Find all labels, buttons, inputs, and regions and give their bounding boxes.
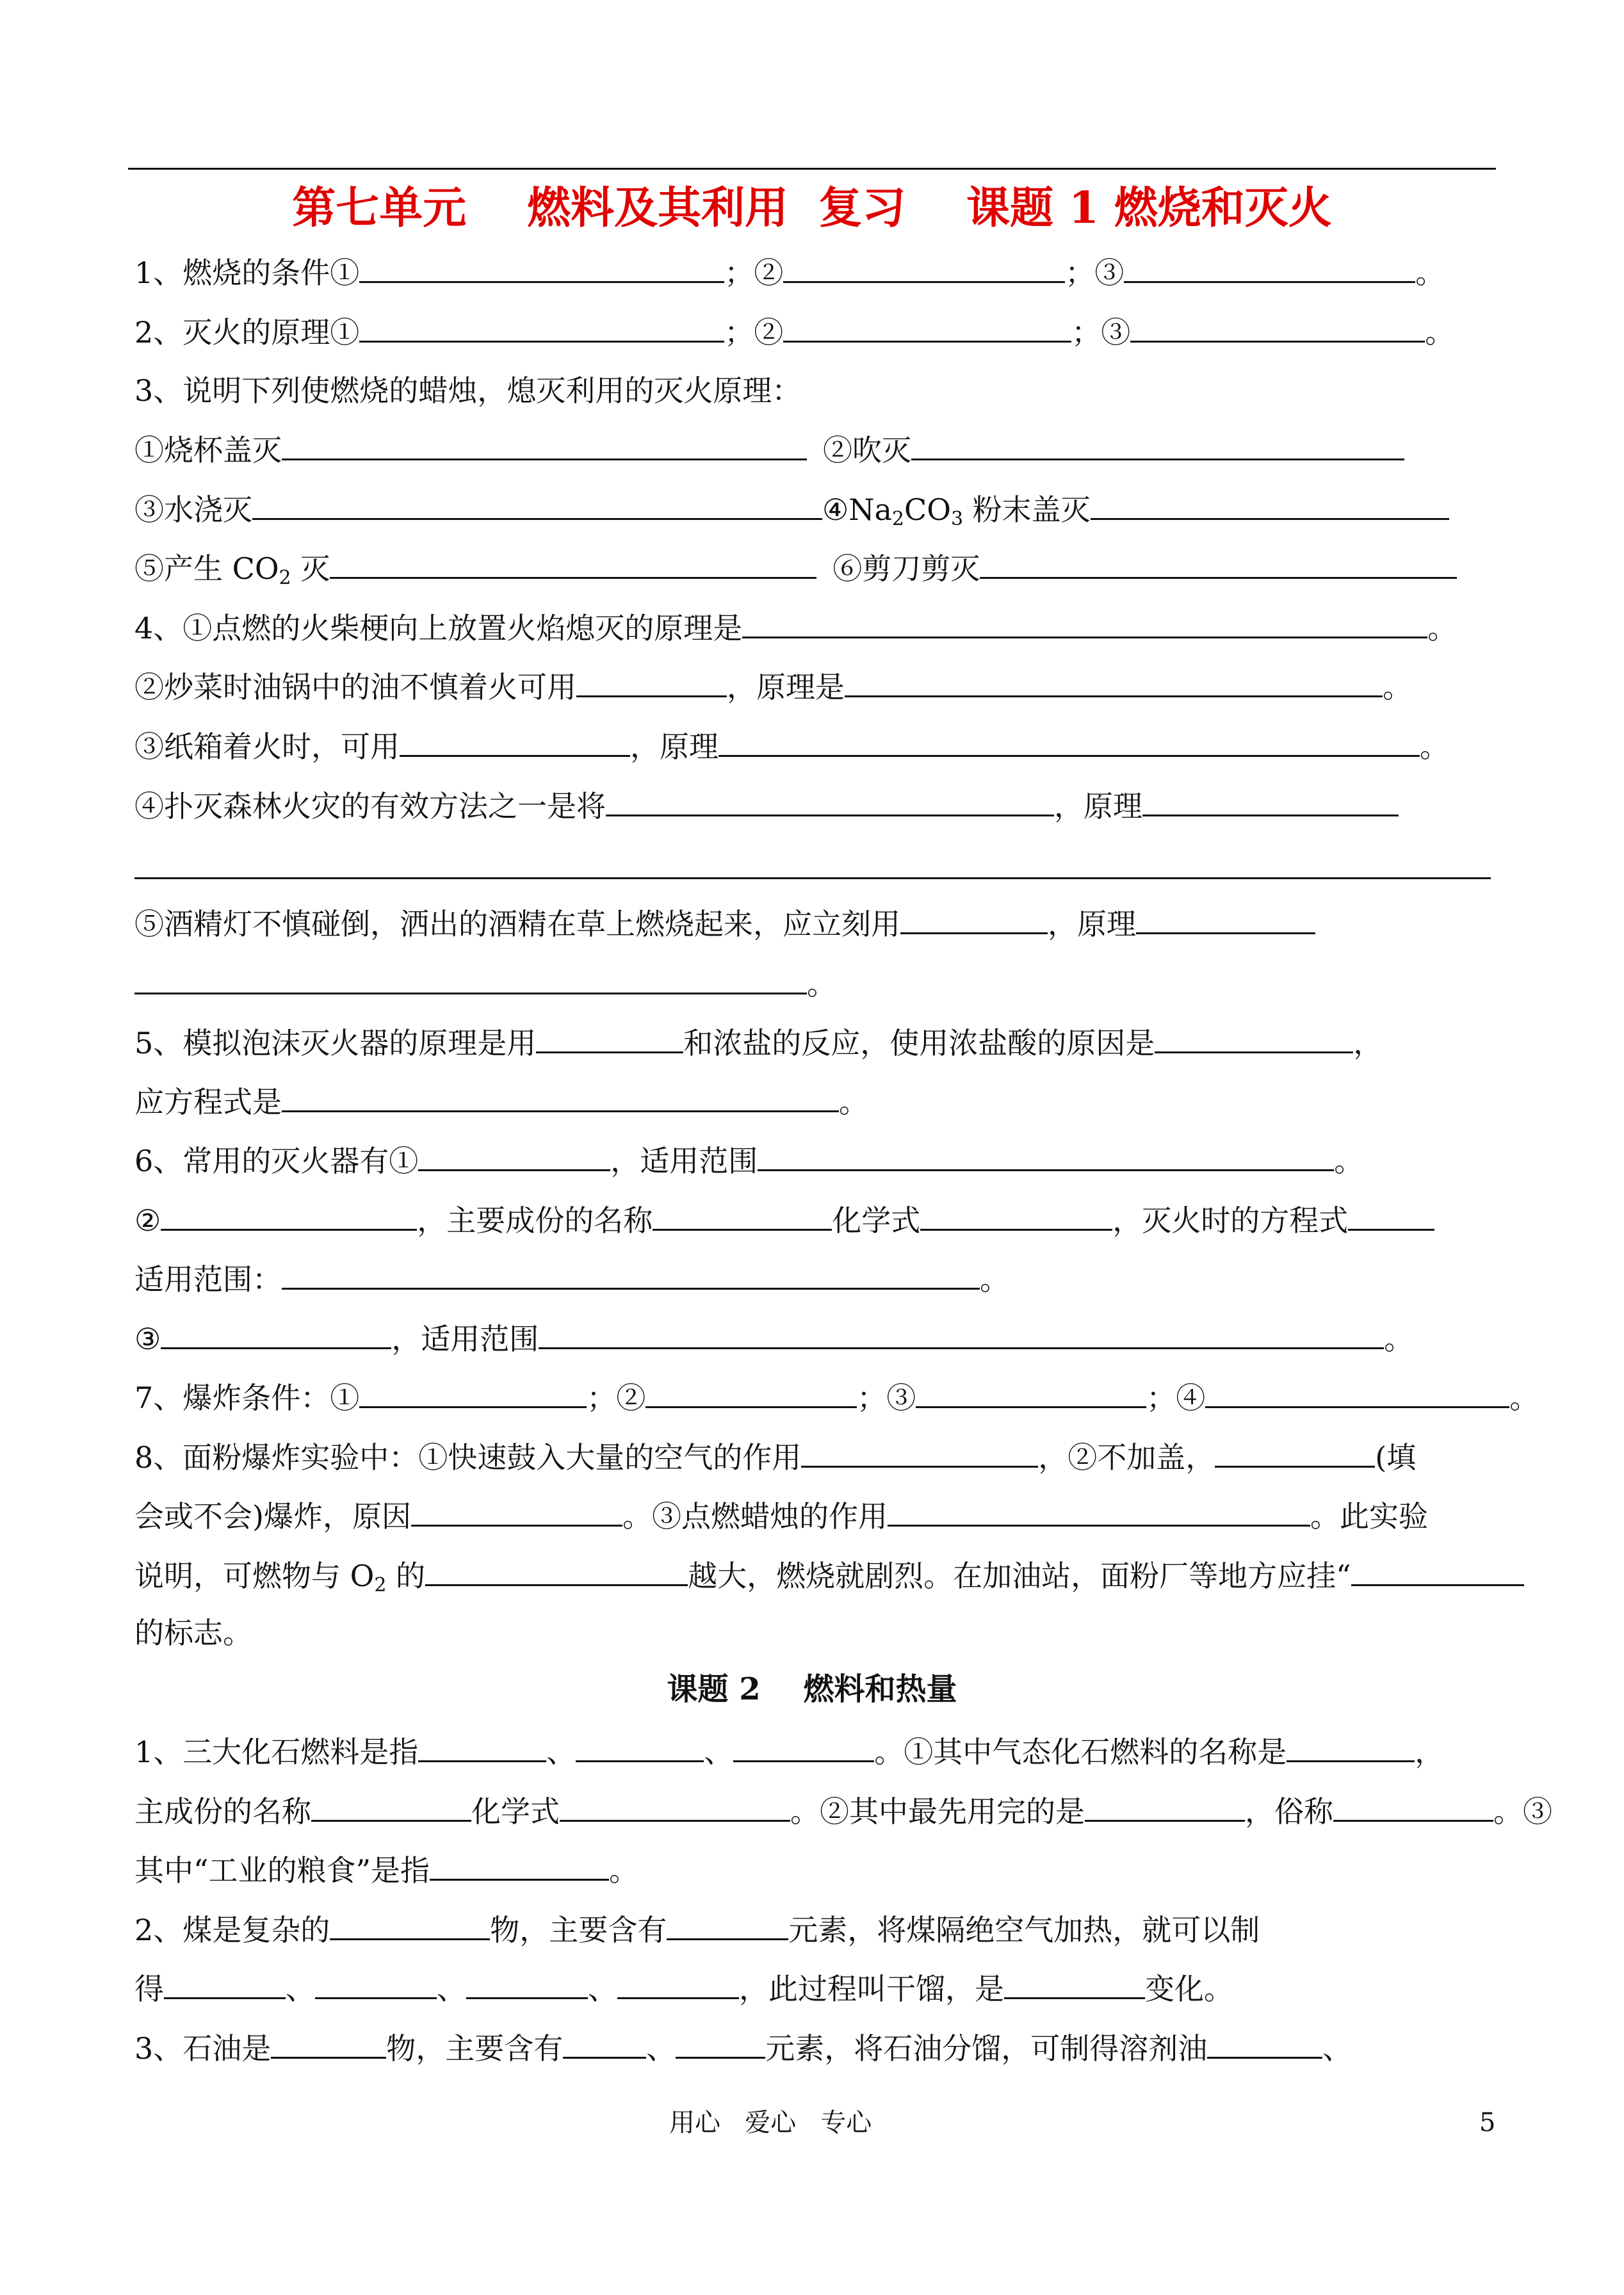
blank[interactable] (1215, 1438, 1375, 1468)
question-8-cont-2: 说明，可燃物与 $O_2$ 的 越大，燃烧就剧烈。在加油站，面粉厂等地方应挂“ (134, 1556, 1524, 1605)
blank[interactable] (1130, 312, 1425, 343)
s2-question-1: 1、三大化石燃料是指 、 、 。①其中气态化石燃料的名称是 ， (134, 1732, 1444, 1771)
blank[interactable] (1333, 1792, 1493, 1822)
question-3-row-1: ①烧杯盖灭 ②吹灭 (134, 430, 1404, 469)
blank[interactable] (282, 1260, 980, 1290)
blank[interactable] (1205, 1378, 1509, 1408)
question-4e-cont: 。 (134, 964, 836, 1003)
blank[interactable] (539, 1319, 1384, 1349)
s2-question-2-cont: 得 、 、 、 ，此过程叫干馏，是 变化。 (134, 1969, 1233, 2008)
blank[interactable] (536, 1023, 683, 1053)
question-3-row-3: ⑤产生 $CO_2$ 灭 ⑥剪刀剪灭 (134, 549, 1457, 597)
blank[interactable] (783, 253, 1065, 283)
blank[interactable] (980, 549, 1457, 579)
blank[interactable] (1136, 904, 1315, 934)
blank[interactable] (911, 430, 1404, 460)
question-8: 8、面粉爆炸实验中：①快速鼓入大量的空气的作用 ，②不加盖， (填 (134, 1438, 1416, 1477)
blank[interactable] (1142, 786, 1399, 816)
blank[interactable] (1348, 1201, 1434, 1231)
blank[interactable] (1207, 2029, 1322, 2059)
blank[interactable] (783, 312, 1071, 343)
blank[interactable] (418, 1732, 546, 1762)
question-7: 7、爆炸条件：① ；② ；③ ；④ 。 (134, 1378, 1539, 1417)
s2-question-1-cont-2: 其中“工业的粮食”是指 。 (134, 1851, 638, 1890)
question-8-cont-3: 的标志。 (134, 1616, 252, 1650)
s2-question-3: 3、石油是 物，主要含有 、 元素，将石油分馏，可制得溶剂油 、 (134, 2029, 1352, 2068)
blank[interactable] (282, 1082, 839, 1112)
blank[interactable] (1124, 253, 1415, 283)
question-4b: ②炒菜时油锅中的油不慎着火可用 ，原理是 。 (134, 667, 1412, 706)
blank[interactable] (411, 1496, 622, 1527)
blank[interactable] (330, 1910, 490, 1940)
question-4d: ④扑灭森林火灾的有效方法之一是将 ，原理 (134, 786, 1399, 825)
question-3-row-2: ③水浇灭 $④Na_2CO_3$ 粉末盖灭 (134, 490, 1449, 539)
question-6-3: ③ ，适用范围 。 (134, 1319, 1413, 1358)
blank[interactable] (653, 1201, 832, 1231)
question-6: 6、常用的灭火器有① ，适用范围 。 (134, 1141, 1363, 1180)
blank[interactable] (667, 1910, 788, 1940)
blank[interactable] (888, 1496, 1310, 1527)
blank[interactable] (359, 253, 724, 283)
blank[interactable] (1287, 1732, 1415, 1762)
blank[interactable] (271, 2029, 386, 2059)
question-4a: 4、①点燃的火柴梗向上放置火焰熄灭的原理是 。 (134, 608, 1457, 647)
blank[interactable] (1155, 1023, 1353, 1053)
s2-question-1-cont: 主成份的名称 化学式 。②其中最先用完的是 ，俗称 。③ (134, 1792, 1552, 1831)
blank[interactable] (576, 667, 727, 697)
blank[interactable] (1091, 490, 1449, 520)
blank[interactable] (676, 2029, 765, 2059)
blank[interactable] (900, 904, 1048, 934)
blank[interactable] (617, 1969, 739, 1999)
blank[interactable] (400, 727, 630, 757)
blank[interactable] (576, 1732, 704, 1762)
blank[interactable] (418, 1141, 610, 1171)
question-1: 1、燃烧的条件① ；② ；③ 。 (134, 253, 1445, 292)
blank[interactable] (916, 1378, 1146, 1408)
blank[interactable] (161, 1319, 391, 1349)
blank[interactable] (606, 786, 1054, 816)
blank[interactable] (330, 549, 816, 579)
blank[interactable] (359, 312, 724, 343)
blank[interactable] (758, 1141, 1334, 1171)
question-6-2: ② ，主要成份的名称 化学式 ，灭火时的方程式 (134, 1201, 1434, 1240)
blank[interactable] (161, 1201, 417, 1231)
page-title: 第七单元 燃料及其利用 复习 课题 1 燃烧和灭火 (292, 182, 1332, 234)
blank[interactable] (425, 1556, 688, 1586)
blank[interactable] (563, 2029, 646, 2059)
blank[interactable] (315, 1969, 437, 1999)
question-2: 2、灭火的原理① ；② ；③ 。 (134, 312, 1454, 352)
blank[interactable] (733, 1732, 874, 1762)
question-5: 5、模拟泡沫灭火器的原理是用 和浓盐的反应，使用浓盐酸的原因是 ， (134, 1023, 1383, 1062)
blank[interactable] (1351, 1556, 1524, 1586)
footer-motto: 用心 爱心 专心 (669, 2108, 872, 2137)
question-5-cont: 应方程式是 。 (134, 1082, 868, 1121)
question-6-2-cont: 适用范围： 。 (134, 1260, 1009, 1299)
blank[interactable] (719, 727, 1420, 757)
blank[interactable] (560, 1792, 790, 1822)
page-number: 5 (1479, 2108, 1496, 2137)
blank[interactable] (252, 490, 822, 520)
blank[interactable] (1085, 1792, 1245, 1822)
answer-line[interactable] (134, 877, 1491, 879)
blank[interactable] (1004, 1969, 1145, 1999)
blank[interactable] (920, 1201, 1112, 1231)
blank[interactable] (359, 1378, 587, 1408)
blank[interactable] (430, 1851, 609, 1881)
question-8-cont: 会或不会)爆炸，原因 。③点燃蜡烛的作用 。此实验 (134, 1496, 1428, 1536)
question-3-title: 3、说明下列使燃烧的蜡烛，熄灭利用的灭火原理： (134, 373, 802, 408)
top-rule (128, 168, 1496, 170)
question-4c: ③纸箱着火时，可用 ，原理 。 (134, 727, 1449, 766)
section-heading: 课题 2 燃料和热量 (667, 1671, 957, 1707)
blank[interactable] (311, 1792, 471, 1822)
blank[interactable] (742, 608, 1427, 638)
s2-question-2: 2、煤是复杂的 物，主要含有 元素，将煤隔绝空气加热，就可以制 (134, 1910, 1260, 1949)
blank[interactable] (282, 430, 807, 460)
question-4e: ⑤酒精灯不慎碰倒，洒出的酒精在草上燃烧起来，应立刻用 ，原理 (134, 904, 1315, 943)
blank[interactable] (646, 1378, 857, 1408)
blank[interactable] (801, 1438, 1038, 1468)
blank[interactable] (466, 1969, 588, 1999)
blank[interactable] (134, 964, 807, 994)
blank[interactable] (164, 1969, 286, 1999)
blank[interactable] (845, 667, 1383, 697)
